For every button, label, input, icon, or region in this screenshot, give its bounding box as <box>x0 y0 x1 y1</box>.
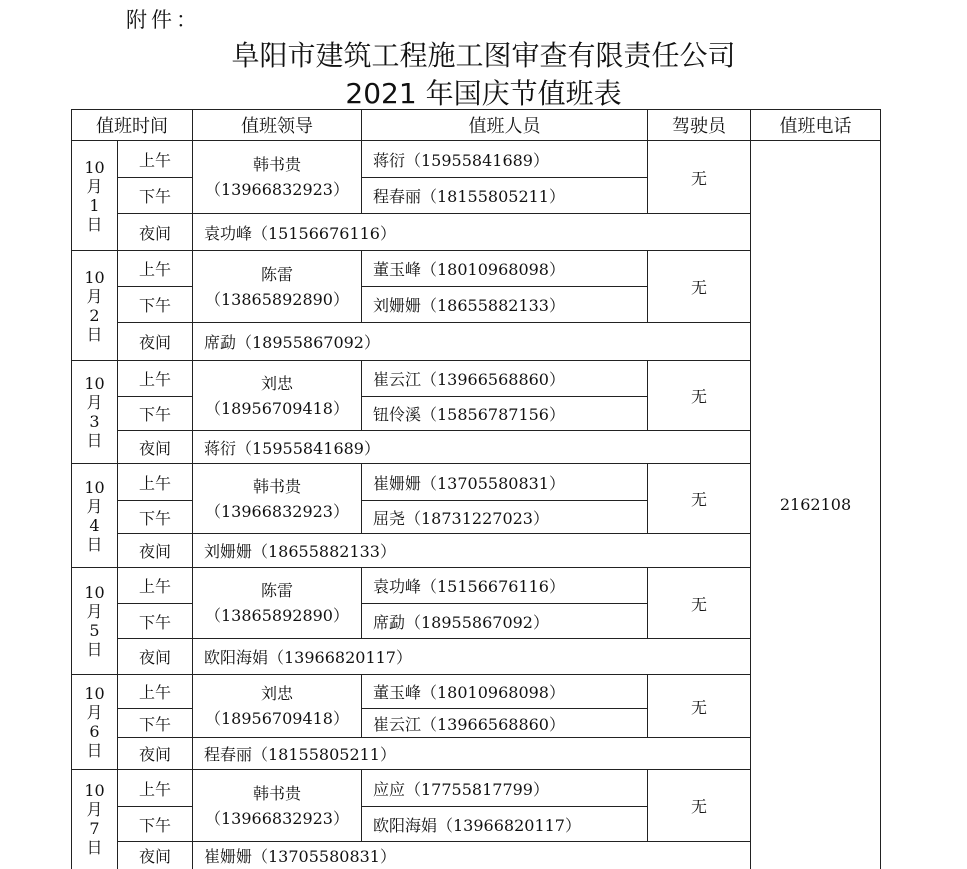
driver-cell: 无 <box>648 675 751 738</box>
leader-name: 韩书贵 <box>252 783 301 803</box>
am-label: 上午 <box>118 675 193 709</box>
date-cell <box>72 464 118 568</box>
pm-label: 下午 <box>118 709 193 738</box>
document-subtitle: 2021 年国庆节值班表 <box>345 77 622 110</box>
table-header-row <box>72 110 881 141</box>
leader-phone: （18956709418） <box>205 709 349 728</box>
leader-name: 韩书贵 <box>252 155 301 174</box>
attachment-label: 附件： <box>126 8 201 32</box>
date-part: 4 <box>89 515 100 535</box>
am-staff: 董玉峰（18010968098） <box>362 251 648 287</box>
pm-staff: 屈尧（18731227023） <box>362 501 648 534</box>
night-staff: 欧阳海娟（13966820117） <box>193 639 751 675</box>
leader-cell <box>193 464 362 534</box>
driver-cell: 无 <box>648 361 751 431</box>
date-part: 2 <box>89 305 100 325</box>
date-cell <box>72 675 118 770</box>
header-duty-phone: 值班电话 <box>751 110 881 141</box>
leader-phone: （13865892890） <box>205 606 349 625</box>
date-part: 10 <box>84 781 105 801</box>
pm-label: 下午 <box>118 807 193 842</box>
am-label: 上午 <box>118 568 193 604</box>
pm-staff: 程春丽（18155805211） <box>362 178 648 214</box>
leader-name: 韩书贵 <box>252 476 301 496</box>
pm-label: 下午 <box>118 178 193 214</box>
date-cell <box>72 141 118 251</box>
date-part: 月 <box>86 703 103 722</box>
document-title: 阜阳市建筑工程施工图审查有限责任公司 <box>231 39 736 72</box>
date-part: 10 <box>84 374 105 393</box>
leader-cell <box>193 251 362 323</box>
date-part: 10 <box>84 267 105 287</box>
date-part: 5 <box>89 621 100 640</box>
leader-phone: （13966832923） <box>205 501 349 521</box>
leader-phone: （13966832923） <box>205 180 349 199</box>
leader-name: 刘忠 <box>260 373 293 393</box>
leader-cell <box>193 675 362 738</box>
pm-staff: 刘姗姗（18655882133） <box>362 287 648 323</box>
am-staff: 蒋衍（15955841689） <box>362 141 648 178</box>
date-part: 3 <box>89 412 100 431</box>
date-cell <box>72 361 118 464</box>
leader-name: 陈雷 <box>260 581 293 600</box>
pm-label: 下午 <box>118 287 193 323</box>
pm-staff: 席勐（18955867092） <box>362 604 648 639</box>
date-part: 日 <box>86 640 103 659</box>
date-part: 6 <box>89 722 100 741</box>
pm-staff: 崔云江（13966568860） <box>362 709 648 738</box>
date-part: 月 <box>86 286 103 306</box>
night-staff: 席勐（18955867092） <box>193 323 751 361</box>
driver-cell: 无 <box>648 251 751 323</box>
night-staff: 蒋衍（15955841689） <box>193 431 751 464</box>
am-label: 上午 <box>118 141 193 178</box>
leader-phone: （18956709418） <box>205 398 349 418</box>
am-label: 上午 <box>118 361 193 397</box>
am-staff: 崔云江（13966568860） <box>362 361 648 397</box>
date-part: 1 <box>89 195 100 215</box>
pm-staff: 欧阳海娟（13966820117） <box>362 807 648 842</box>
night-label: 夜间 <box>118 431 193 464</box>
duty-schedule-table <box>71 109 881 869</box>
date-part: 月 <box>86 393 103 412</box>
date-part: 10 <box>84 583 105 602</box>
date-cell <box>72 770 118 869</box>
am-label: 上午 <box>118 251 193 287</box>
pm-label: 下午 <box>118 501 193 534</box>
duty-phone-cell: 2162108 <box>751 141 881 869</box>
leader-cell <box>193 568 362 639</box>
header-duty-time: 值班时间 <box>72 110 193 141</box>
night-label: 夜间 <box>118 738 193 770</box>
am-staff: 崔姗姗（13705580831） <box>362 464 648 501</box>
header-duty-leader: 值班领导 <box>193 110 362 141</box>
leader-name: 陈雷 <box>260 264 293 284</box>
driver-cell: 无 <box>648 141 751 214</box>
leader-phone: （13865892890） <box>205 289 349 309</box>
night-label: 夜间 <box>118 534 193 568</box>
header-duty-staff: 值班人员 <box>362 110 648 141</box>
date-part: 日 <box>86 534 103 554</box>
am-staff: 袁功峰（15156676116） <box>362 568 648 604</box>
pm-staff: 钮伶溪（15856787156） <box>362 397 648 431</box>
leader-name: 刘忠 <box>260 684 293 703</box>
date-part: 7 <box>89 819 100 839</box>
date-part: 日 <box>86 838 103 858</box>
date-part: 月 <box>86 496 103 516</box>
date-part: 10 <box>84 157 105 177</box>
date-part: 月 <box>86 800 103 820</box>
date-part: 10 <box>84 477 105 497</box>
driver-cell: 无 <box>648 464 751 534</box>
date-part: 月 <box>86 602 103 621</box>
night-staff: 程春丽（18155805211） <box>193 738 751 770</box>
leader-cell <box>193 770 362 842</box>
date-part: 10 <box>84 684 105 703</box>
leader-cell <box>193 361 362 431</box>
night-label: 夜间 <box>118 639 193 675</box>
am-label: 上午 <box>118 464 193 501</box>
date-part: 日 <box>86 741 103 760</box>
pm-label: 下午 <box>118 397 193 431</box>
driver-cell: 无 <box>648 568 751 639</box>
night-staff: 崔姗姗（13705580831） <box>193 842 751 869</box>
date-part: 月 <box>86 176 103 196</box>
table-row-am <box>72 141 881 178</box>
header-driver: 驾驶员 <box>648 110 751 141</box>
leader-cell <box>193 141 362 214</box>
date-cell <box>72 251 118 361</box>
pm-label: 下午 <box>118 604 193 639</box>
night-staff: 袁功峰（15156676116） <box>193 214 751 251</box>
night-label: 夜间 <box>118 323 193 361</box>
am-label: 上午 <box>118 770 193 807</box>
date-part: 日 <box>86 324 103 344</box>
date-part: 日 <box>86 431 103 450</box>
leader-phone: （13966832923） <box>205 808 349 828</box>
am-staff: 董玉峰（18010968098） <box>362 675 648 709</box>
driver-cell: 无 <box>648 770 751 842</box>
date-part: 日 <box>86 214 103 234</box>
night-staff: 刘姗姗（18655882133） <box>193 534 751 568</box>
night-label: 夜间 <box>118 214 193 251</box>
night-label: 夜间 <box>118 842 193 869</box>
date-cell <box>72 568 118 675</box>
am-staff: 应应（17755817799） <box>362 770 648 807</box>
